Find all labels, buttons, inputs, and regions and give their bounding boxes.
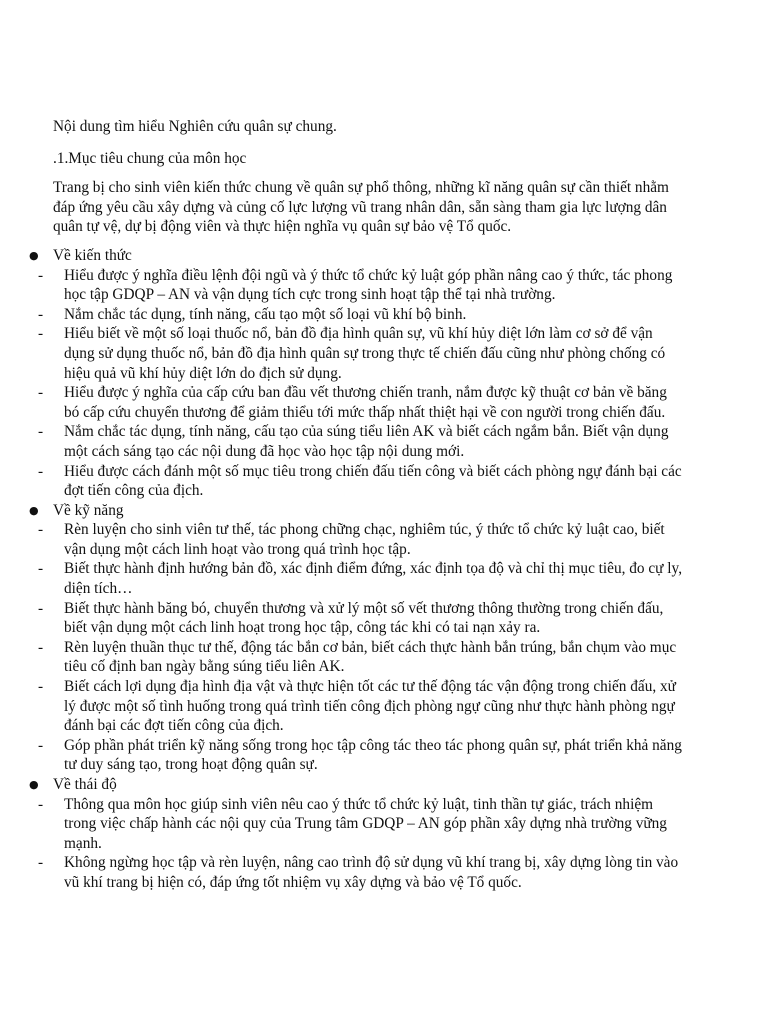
intro-paragraph: Trang bị cho sinh viên kiến thức chung về quân sự phổ thông, những kĩ năng quân sự cần thiết nhằm đáp ứng yêu cầu xây dựng và củng cố lực lượng vũ trang nhân dân, sẵn sàng tham gia lực lượng dân quân tự vệ, dự bị động viên và thực hiện nghĩa vụ quân sự bảo vệ Tổ quốc. xyxy=(53,179,669,236)
dash-icon: - xyxy=(38,560,44,578)
dash-icon: - xyxy=(38,384,44,402)
bullet-section xyxy=(0,501,768,775)
list-item-text: Hiểu được ý nghĩa của cấp cứu ban đầu vết thương chiến tranh, nắm được kỹ thuật cơ bản về băng bó cấp cứu chuyển thương để giảm thiểu tới mức thấp nhất thiệt hại về con người trong chiến đấu. xyxy=(64,384,667,421)
list-item xyxy=(0,736,684,775)
list-item-text: Biết thực hành định hướng bản đồ, xác định điểm đứng, xác định tọa độ và chỉ thị mục tiêu, đo cự ly, diện tích… xyxy=(64,560,683,598)
list-item-text: Hiểu được cách đánh một số mục tiêu trong chiến đấu tiến công và biết cách phòng ngự đánh bại các đợt tiến công của địch. xyxy=(64,462,682,500)
list-item xyxy=(0,853,684,892)
list-item-text: Rèn luyện cho sinh viên tư thế, tác phong chững chạc, nghiêm túc, ý thức tổ chức kỷ luật cao, biết vận dụng một cách linh hoạt vào trong quá trình học tập. xyxy=(64,521,665,558)
list-item-text: Nắm chắc tác dụng, tính năng, cấu tạo của súng tiểu liên AK và biết cách ngắm bắn. Biết vận dụng một cách sáng tạo các nội dung đã học vào học tập nội dung mới. xyxy=(64,423,669,460)
dash-list xyxy=(0,266,768,501)
list-item xyxy=(0,305,684,325)
dash-icon: - xyxy=(38,305,44,323)
list-item xyxy=(0,324,684,383)
bullet-section-title xyxy=(0,501,768,521)
list-item-text: Hiểu được ý nghĩa điều lệnh đội ngũ và ý thức tổ chức kỷ luật góp phần nâng cao ý thức, tác phong học tập GDQP – AN và vận dụng tích cực trong sinh hoạt tập thể tại nhà trường. xyxy=(64,266,673,304)
list-item xyxy=(0,677,684,736)
document-body xyxy=(0,117,768,893)
bullet-icon: ● xyxy=(29,248,39,262)
bullet-icon: ● xyxy=(29,503,39,517)
list-item-text: Góp phần phát triển kỹ năng sống trong học tập công tác theo tác phong quân sự, phát triển khả năng tư duy sáng tạo, trong hoạt động quân sự. xyxy=(64,736,682,774)
list-item-text: Biết cách lợi dụng địa hình địa vật và thực hiện tốt các tư thế động tác vận động trong chiến đấu, xử lý được một số tình huống trong quá trình tiến công địch phòng ngự cũng như thực hành phòng ngự đánh bại các đợt tiến công của địch. xyxy=(64,678,676,735)
bullet-section-title xyxy=(0,775,768,795)
section-heading: .1.Mục tiêu chung của môn học xyxy=(53,149,247,167)
section-title-text: Về kiến thức xyxy=(53,246,132,264)
list-item-text: Biết thực hành băng bó, chuyển thương và xử lý một số vết thương thông thường trong chiến đấu, biết vận dụng một cách linh hoạt trong học tập, công tác khi có tai nạn xảy ra. xyxy=(64,599,664,637)
dash-icon: - xyxy=(38,423,44,441)
dash-icon: - xyxy=(38,854,44,872)
dash-icon: - xyxy=(38,736,44,754)
list-item xyxy=(0,638,684,677)
bullet-section-title xyxy=(0,246,768,266)
section-title-text: Về thái độ xyxy=(53,776,117,793)
dash-list xyxy=(0,520,768,775)
list-item xyxy=(0,383,684,422)
section-title-text: Về kỹ năng xyxy=(53,501,124,519)
dash-icon: - xyxy=(38,599,44,617)
list-item-text: Nắm chắc tác dụng, tính năng, cấu tạo một số loại vũ khí bộ binh. xyxy=(64,305,467,323)
list-item xyxy=(0,462,684,501)
list-item-text: Không ngừng học tập và rèn luyện, nâng cao trình độ sử dụng vũ khí trang bị, xây dựng lòng tin vào vũ khí trang bị hiện có, đáp ứng tốt nhiệm vụ xây dựng và bảo vệ Tổ quốc. xyxy=(64,854,679,891)
dash-icon: - xyxy=(38,678,44,696)
list-item xyxy=(0,266,684,305)
list-item xyxy=(0,422,684,461)
dash-icon: - xyxy=(38,638,44,656)
list-item xyxy=(0,520,684,559)
dash-icon: - xyxy=(38,462,44,480)
list-item-text: Thông qua môn học giúp sinh viên nêu cao ý thức tổ chức kỷ luật, tinh thần tự giác, trách nhiệm trong việc chấp hành các nội quy của Trung tâm GDQP – AN góp phần xây dựng nhà trường vững mạnh. xyxy=(64,795,667,852)
dash-icon: - xyxy=(38,521,44,539)
list-item xyxy=(0,795,684,854)
list-item-text: Hiểu biết về một số loại thuốc nổ, bản đồ địa hình quân sự, vũ khí hủy diệt lớn làm cơ sở để vận dụng sử dụng thuốc nổ, bản đồ địa hình quân sự trong thực tế chiến đấu cũng như phòng chống có hiệu quả vũ khí hủy diệt lớn do địch sử dụng. xyxy=(64,325,666,382)
dash-icon: - xyxy=(38,266,44,284)
bullet-section xyxy=(0,246,768,501)
dash-icon: - xyxy=(38,325,44,343)
list-item-text: Rèn luyện thuần thục tư thế, động tác bắn cơ bản, biết cách thực hành bắn trúng, bắn chụm vào mục tiêu cố định ban ngày bằng súng tiểu liên AK. xyxy=(64,638,677,676)
list-item xyxy=(0,599,684,638)
list-item xyxy=(0,559,684,598)
bullet-section xyxy=(0,775,768,893)
dash-list xyxy=(0,795,768,893)
dash-icon: - xyxy=(38,795,44,813)
document-title: Nội dung tìm hiểu Nghiên cứu quân sự chung. xyxy=(53,118,337,135)
bullet-icon: ● xyxy=(29,778,39,791)
sections-container xyxy=(0,246,768,893)
